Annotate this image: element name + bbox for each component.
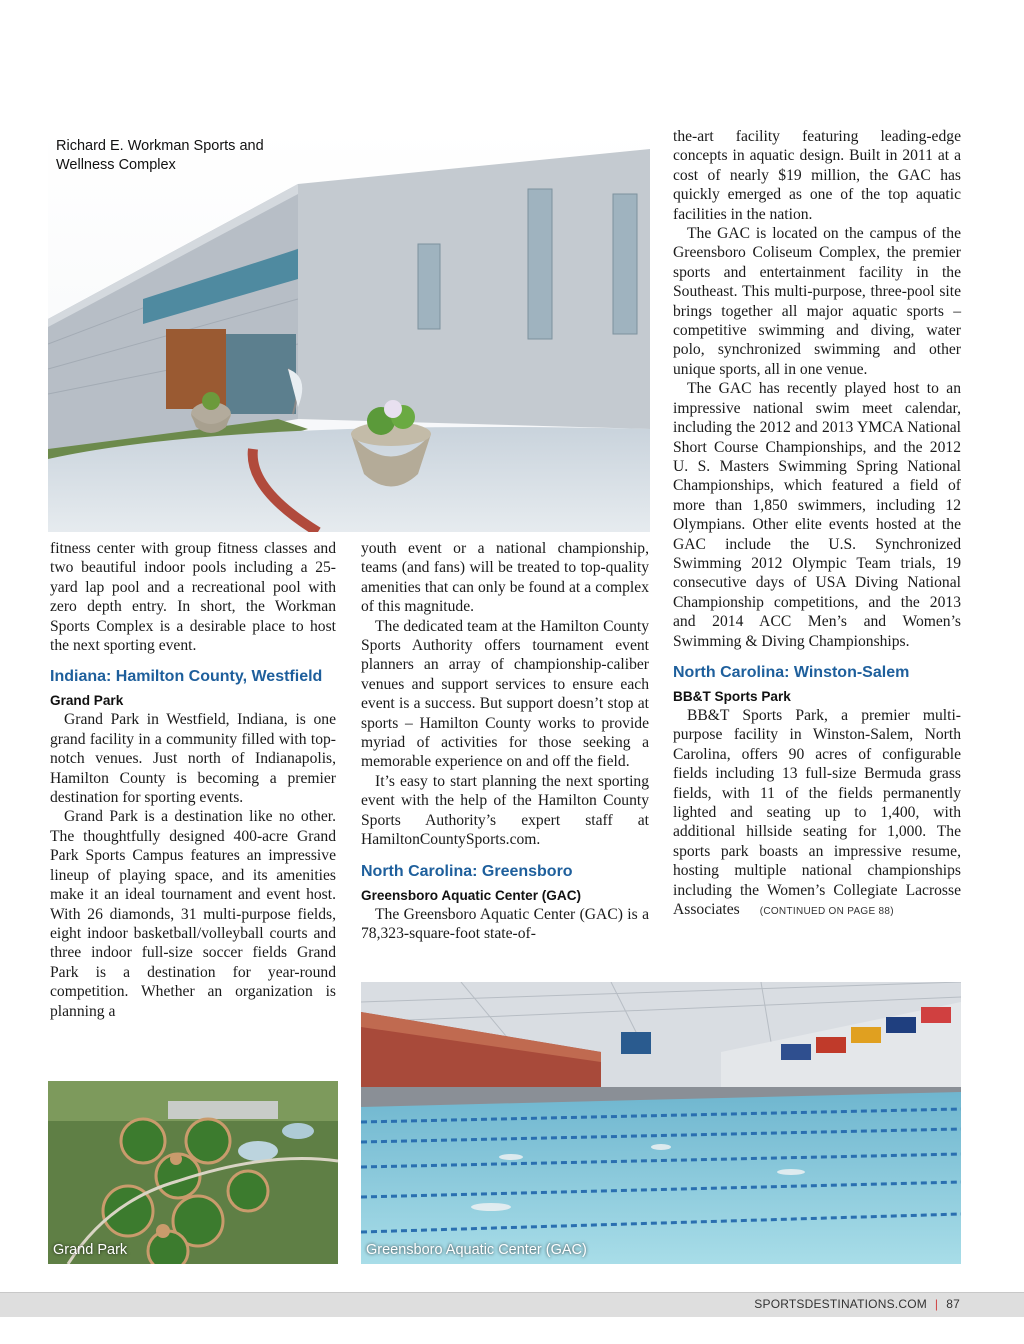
col3-paragraph-2: The GAC is located on the campus of the Greensboro Coliseum Complex, the premier sports and entertainment facility in the Southeast. This multi-purpose, three-pool site brings together all major aquatic sports – competitive swimming and diving, water polo, synchronized swimming and other unique sports, all in one venue. <box>673 225 961 378</box>
gac-pool-illustration <box>361 982 961 1264</box>
grand-park-photo <box>48 1081 338 1264</box>
column-2 <box>361 539 649 943</box>
column-3 <box>673 127 961 921</box>
subheading-grand-park: Grand Park <box>50 693 124 709</box>
workman-complex-photo <box>48 129 650 532</box>
col1-paragraph-2: Grand Park in Westfield, Indiana, is one grand facility in a community filled with top-notch venues. Just north of Indianapolis, Hamilton County is becoming a premier destination for sporting events. <box>50 711 336 807</box>
page-footer <box>0 1292 1024 1317</box>
col3-paragraph-4 <box>673 706 961 921</box>
workman-photo-caption: Richard E. Workman Sports and Wellness Complex <box>56 138 264 173</box>
gac-caption: Greensboro Aquatic Center (GAC) <box>366 1242 587 1258</box>
footer-separator: | <box>934 1297 939 1311</box>
col2-paragraph-1: youth event or a national championship, teams (and fans) will be treated to top-quality amenities that can only be found at a complex of this magnitude. <box>361 540 649 616</box>
col3-paragraph-4-text: BB&T Sports Park, a premier multi-purpose facility in Winston-Salem, North Carolina, offers 90 acres of configurable fields including 13 full-size Bermuda grass fields, with 11 of the fields permanently lighted and seating up to 1,400, with additional hillside seating for 1,000. The sports park boasts an impressive resume, hosting multiple national championships including the Women’s Collegiate Lacrosse Associates <box>673 706 961 919</box>
continued-note[interactable]: (CONTINUED ON PAGE 88) <box>759 906 894 918</box>
gac-pool-photo <box>361 982 961 1264</box>
col3-paragraph-1: the-art facility featuring leading-edge concepts in aquatic design. Built in 2011 at a cost of nearly $19 million, the GAC has quickly emerged as one of the top aquatic facilities in the nation. <box>673 128 961 223</box>
col3-paragraph-3: The GAC has recently played host to an impressive national swim meet calendar, including the 2012 and 2013 YMCA National Short Course Championships, and the 2012 U. S. Masters Swimming Spring National Championships, which featured a field of more than 1,850 swimmers, including 12 Olympians. Other elite events hosted at the GAC include the U.S. Synchronized Swimming 2012 Olympic Team trials, 19 consecutive days of USA Diving National Championship competitions, and the 2013 and 2014 ACC Men’s and Women’s Swimming & Diving Championships. <box>673 380 961 650</box>
footer-text <box>754 1297 960 1311</box>
grand-park-caption: Grand Park <box>53 1242 128 1258</box>
heading-winston-salem: North Carolina: Winston-Salem <box>673 663 910 681</box>
page-number: 87 <box>946 1297 960 1311</box>
workman-complex-illustration <box>48 129 650 532</box>
heading-hamilton-county: Indiana: Hamilton County, Westfield <box>50 668 323 686</box>
col2-paragraph-2: The dedicated team at the Hamilton County Sports Authority offers tournament event planners an array of championship-caliber venues and support services to ensure each event is a success. But support doesn’t stop at sports – Hamilton County works to provide myriad of activities for those seeking a memorable experience on and off the field. <box>361 617 649 771</box>
subheading-gac: Greensboro Aquatic Center (GAC) <box>361 887 582 903</box>
col1-paragraph-1: fitness center with group fitness classes and two beautiful indoor pools including a 25-yard lap pool and a recreational pool with zero depth entry. In short, the Workman Sports Complex is a desirable place to host the next sporting event. <box>50 540 336 655</box>
subheading-bbt-sports-park: BB&T Sports Park <box>673 688 791 704</box>
footer-site[interactable]: SPORTSDESTINATIONS.COM <box>754 1297 927 1311</box>
grand-park-illustration <box>48 1081 338 1264</box>
column-1 <box>50 539 336 1021</box>
col2-paragraph-3: It’s easy to start planning the next sporting event with the help of the Hamilton County Sports Authority’s expert staff at HamiltonCountySports.com. <box>361 772 649 849</box>
col2-paragraph-4: The Greensboro Aquatic Center (GAC) is a 78,323-square-foot state-of- <box>361 905 649 942</box>
heading-greensboro: North Carolina: Greensboro <box>361 862 573 880</box>
col1-paragraph-3: Grand Park is a destination like no other. The thoughtfully designed 400-acre Grand Park Sports Campus features an impressive lineup of playing space, and its amenities make it an ideal tournament and event host. With 26 diamonds, 31 multi-purpose fields, eight indoor basketball/volleyball courts and three indoor full-size soccer fields Grand Park is a destination for year-round competition. Whether an organization is planning a <box>50 808 336 1020</box>
